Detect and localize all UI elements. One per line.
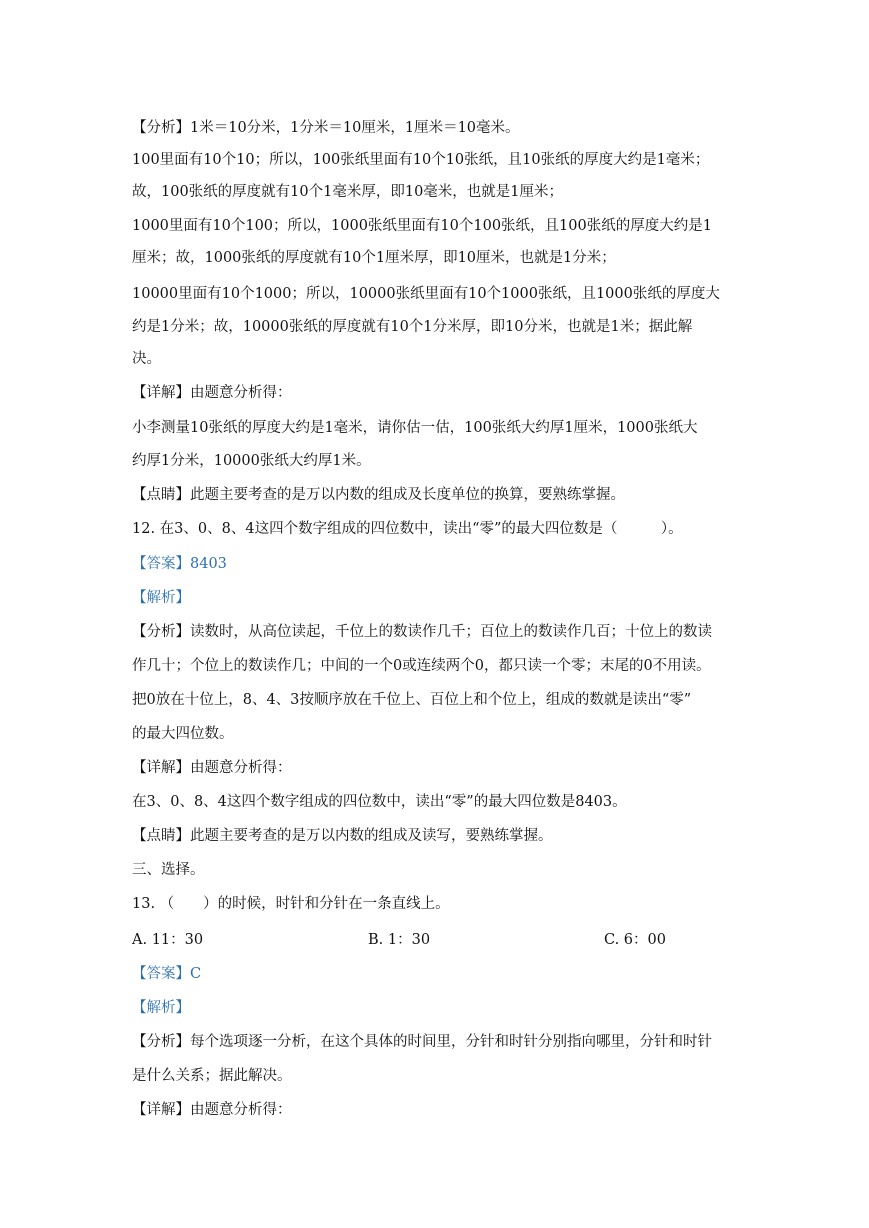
analysis-label: 【解析】 — [132, 590, 190, 606]
section-heading: 三、选择。 — [132, 862, 205, 878]
text-line: 小李测量10张纸的厚度大约是1毫米，请你估一估，100张纸大约厚1厘米，1000张纸大 — [132, 420, 698, 436]
option-c: C. 6：00 — [604, 932, 666, 948]
text-line: 约是1分米；故，10000张纸的厚度就有10个1分米厚，即10分米，也就是1米；据此解 — [132, 319, 693, 335]
text-line: 作几十；个位上的数读作几；中间的一个0或连续两个0，都只读一个零；末尾的0不用读。 — [132, 658, 711, 674]
detail-heading: 【详解】由题意分析得： — [132, 760, 292, 776]
option-a: A. 11：30 — [132, 932, 204, 948]
text-line: 厘米；故，1000张纸的厚度就有10个1厘米厚，即10厘米，也就是1分米； — [132, 250, 616, 266]
text-line: 【分析】读数时，从高位读起，千位上的数读作几千；百位上的数读作几百；十位上的数读 — [132, 624, 712, 640]
text-line: 在3、0、8、4这四个数字组成的四位数中，读出“零”的最大四位数是8403。 — [132, 794, 627, 810]
text-line: 10000里面有10个1000；所以，10000张纸里面有10个1000张纸，且1000张纸的厚度大 — [132, 286, 720, 302]
text-line: 是什么关系；据此解决。 — [132, 1068, 292, 1084]
analysis-label: 【解析】 — [132, 1000, 190, 1016]
text-line: 【分析】每个选项逐一分析，在这个具体的时间里，分针和时针分别指向哪里，分针和时针 — [132, 1034, 712, 1050]
text-line: 【分析】1米＝10分米，1分米＝10厘米，1厘米＝10毫米。 — [132, 120, 520, 136]
text-line: 故，100张纸的厚度就有10个1毫米厚，即10毫米，也就是1厘米； — [132, 184, 564, 200]
text-line: 的最大四位数。 — [132, 726, 234, 742]
answer-label: 【答案】8403 — [132, 556, 227, 572]
text-line: 把0放在十位上，8、4、3按顺序放在千位上、百位上和个位上，组成的数就是读出“零” — [132, 692, 692, 708]
text-line: 决。 — [132, 351, 161, 367]
detail-heading: 【详解】由题意分析得： — [132, 385, 292, 401]
question-13: 13. （ ）的时候，时针和分针在一条直线上。 — [132, 896, 450, 912]
text-line: 100里面有10个10；所以，100张纸里面有10个10张纸，且10张纸的厚度大约是1毫米； — [132, 152, 710, 168]
text-line: 1000里面有10个100；所以，1000张纸里面有10个100张纸，且100张纸的厚度大约是1 — [132, 218, 712, 234]
option-b: B. 1：30 — [368, 932, 431, 948]
options-row — [132, 928, 742, 952]
answer-label: 【答案】C — [132, 966, 202, 982]
text-line: 约厚1分米，10000张纸大约厚1米。 — [132, 453, 371, 469]
question-12: 12. 在3、0、8、4这四个数字组成的四位数中，读出“零”的最大四位数是（ ）。 — [132, 521, 683, 537]
insight-line: 【点睛】此题主要考查的是万以内数的组成及读写，要熟练掌握。 — [132, 828, 553, 844]
detail-heading: 【详解】由题意分析得： — [132, 1102, 292, 1118]
insight-line: 【点睛】此题主要考查的是万以内数的组成及长度单位的换算，要熟练掌握。 — [132, 487, 625, 503]
